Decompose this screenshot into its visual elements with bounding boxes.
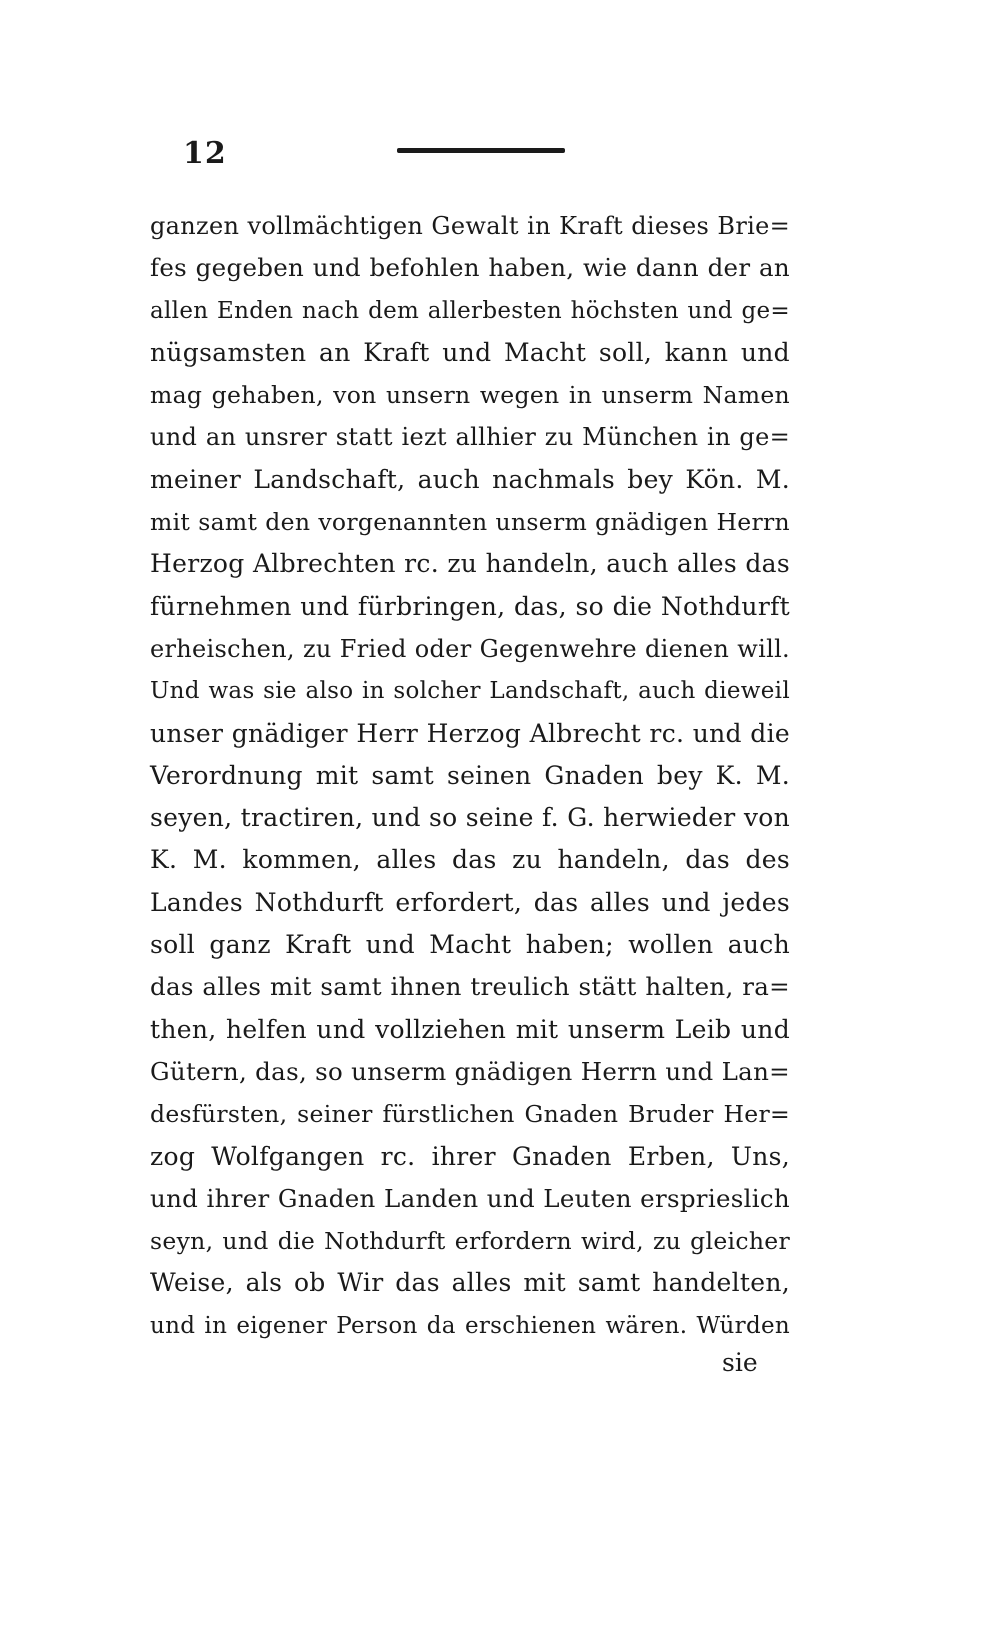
text-line: seyen, tractiren, und so seine f. G. herwieder von bbox=[150, 803, 790, 833]
text-line: zog Wolfgangen rc. ihrer Gnaden Erben, Uns, bbox=[150, 1141, 790, 1171]
text-line: unser gnädiger Herr Herzog Albrecht rc. und die bbox=[150, 718, 790, 748]
text-line: fes gegeben und befohlen haben, wie dann der an bbox=[150, 253, 790, 283]
text-line: Und was sie also in solcher Landschaft, auch dieweil bbox=[150, 678, 790, 705]
text-line: seyn, und die Nothdurft erfordern wird, zu gleicher bbox=[150, 1227, 790, 1256]
text-line: und an unsrer statt iezt allhier zu München in ge= bbox=[150, 423, 790, 452]
text-line: mag gehaben, von unsern wegen in unserm Namen bbox=[150, 381, 790, 410]
text-line: Gütern, das, so unserm gnädigen Herrn und Lan= bbox=[150, 1056, 790, 1086]
text-line: erheischen, zu Fried oder Gegenwehre dienen will. bbox=[150, 634, 790, 663]
text-line: meiner Landschaft, auch nachmals bey Kön. M. bbox=[150, 464, 790, 494]
text-line: Weise, als ob Wir das alles mit samt handelten, bbox=[150, 1268, 790, 1298]
text-line: nügsamsten an Kraft und Macht soll, kann und bbox=[150, 337, 790, 367]
text-line: soll ganz Kraft und Macht haben; wollen auch bbox=[150, 930, 790, 960]
text-line: ganzen vollmächtigen Gewalt in Kraft dieses Brie= bbox=[150, 212, 790, 240]
text-line: und in eigener Person da erschienen wären. Würden bbox=[150, 1312, 790, 1339]
text-line: mit samt den vorgenannten unserm gnädigen Herrn bbox=[150, 508, 790, 537]
text-line: Landes Nothdurft erfordert, das alles und jedes bbox=[150, 887, 790, 917]
text-line: und ihrer Gnaden Landen und Leuten ersprieslich bbox=[150, 1183, 790, 1213]
body-text bbox=[150, 205, 790, 1347]
text-line: Verordnung mit samt seinen Gnaden bey K. M. bbox=[150, 760, 790, 790]
text-line: desfürsten, seiner fürstlichen Gnaden Bruder Her= bbox=[150, 1100, 790, 1129]
header-rule bbox=[397, 148, 565, 153]
text-line: allen Enden nach dem allerbesten höchsten und ge= bbox=[150, 297, 790, 324]
text-line: das alles mit samt ihnen treulich stätt halten, ra= bbox=[150, 972, 790, 1002]
text-line: then, helfen und vollziehen mit unserm Leib und bbox=[150, 1014, 790, 1044]
text-line: K. M. kommen, alles das zu handeln, das des bbox=[150, 845, 790, 875]
catchword: sie bbox=[722, 1348, 758, 1377]
text-line: fürnehmen und fürbringen, das, so die Nothdurft bbox=[150, 591, 790, 621]
page-number: 12 bbox=[183, 136, 227, 171]
text-line: Herzog Albrechten rc. zu handeln, auch alles das bbox=[150, 549, 790, 579]
